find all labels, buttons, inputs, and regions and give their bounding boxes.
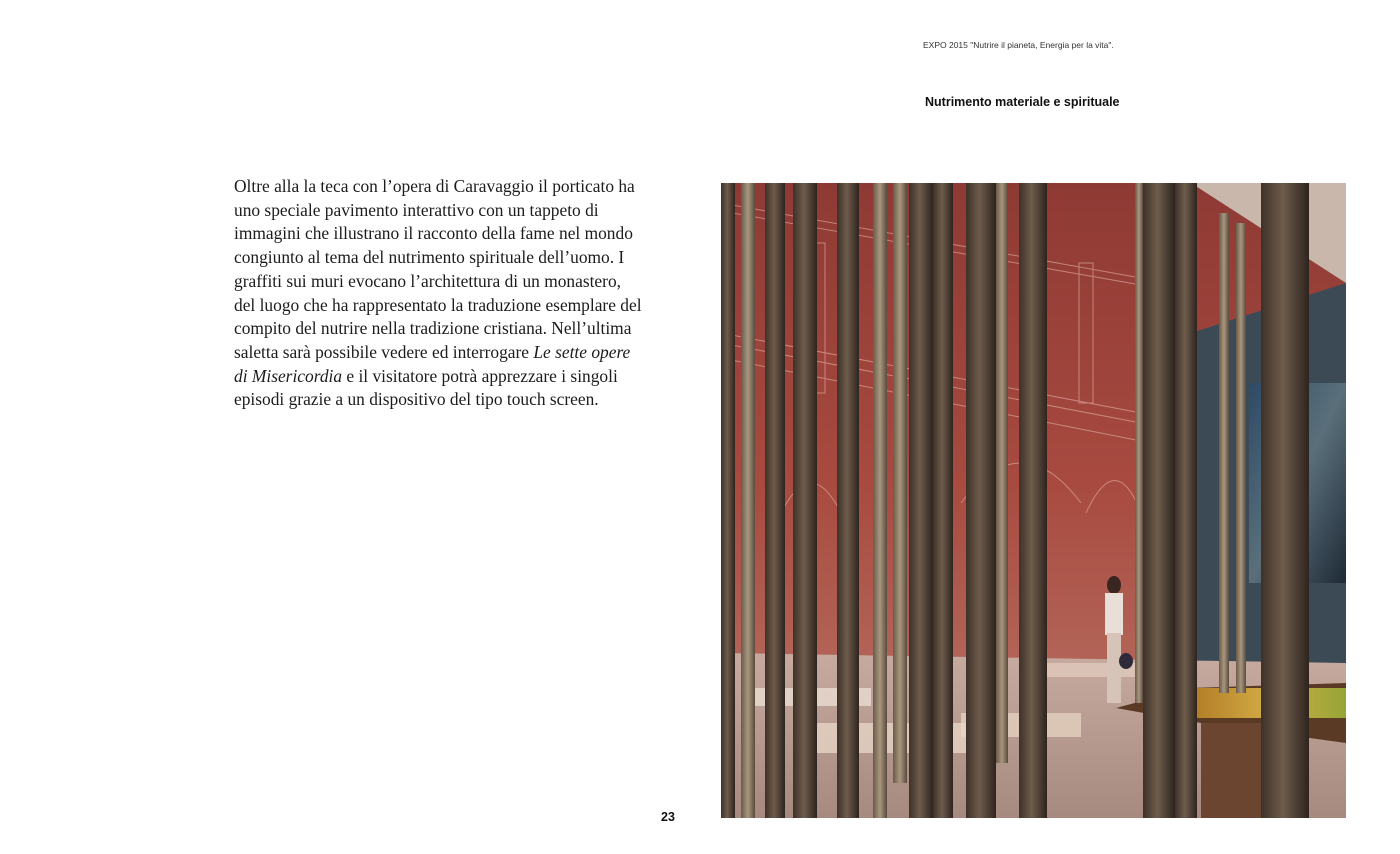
body-line (234, 365, 669, 389)
artwork-title-part-1: Le sette opere (533, 341, 631, 362)
body-line: congiunto al tema del nutrimento spirituale dell’uomo. I (234, 247, 625, 268)
body-line: graffiti sui muri evocano l’architettura di un monastero, (234, 270, 621, 291)
page-number: 23 (661, 810, 675, 824)
artwork-title-part-2: di Misericordia (234, 365, 343, 386)
body-line: Oltre alla la teca con l’opera di Caravaggio il porticato ha (234, 176, 635, 196)
architectural-render-image (721, 183, 1346, 818)
body-line: episodi grazie a un dispositivo del tipo touch screen. (234, 389, 599, 410)
section-title: Nutrimento materiale e spirituale (925, 95, 1120, 109)
body-line: immagini che illustrano il racconto della fame nel mondo (234, 223, 633, 244)
header-tag: EXPO 2015 "Nutrire il pianeta, Energia per la vita". (923, 40, 1114, 50)
body-line: del luogo che ha rappresentato la traduzione esemplare del (234, 294, 642, 315)
body-paragraph (234, 175, 669, 412)
body-line (234, 341, 669, 365)
body-text-run: e il visitatore potrà apprezzare i singoli (342, 365, 618, 386)
body-line: uno speciale pavimento interattivo con un tappeto di (234, 199, 599, 220)
body-text-run: saletta sarà possibile vedere ed interrogare (234, 341, 534, 362)
body-line: compito del nutrire nella tradizione cristiana. Nell’ultima (234, 318, 632, 339)
